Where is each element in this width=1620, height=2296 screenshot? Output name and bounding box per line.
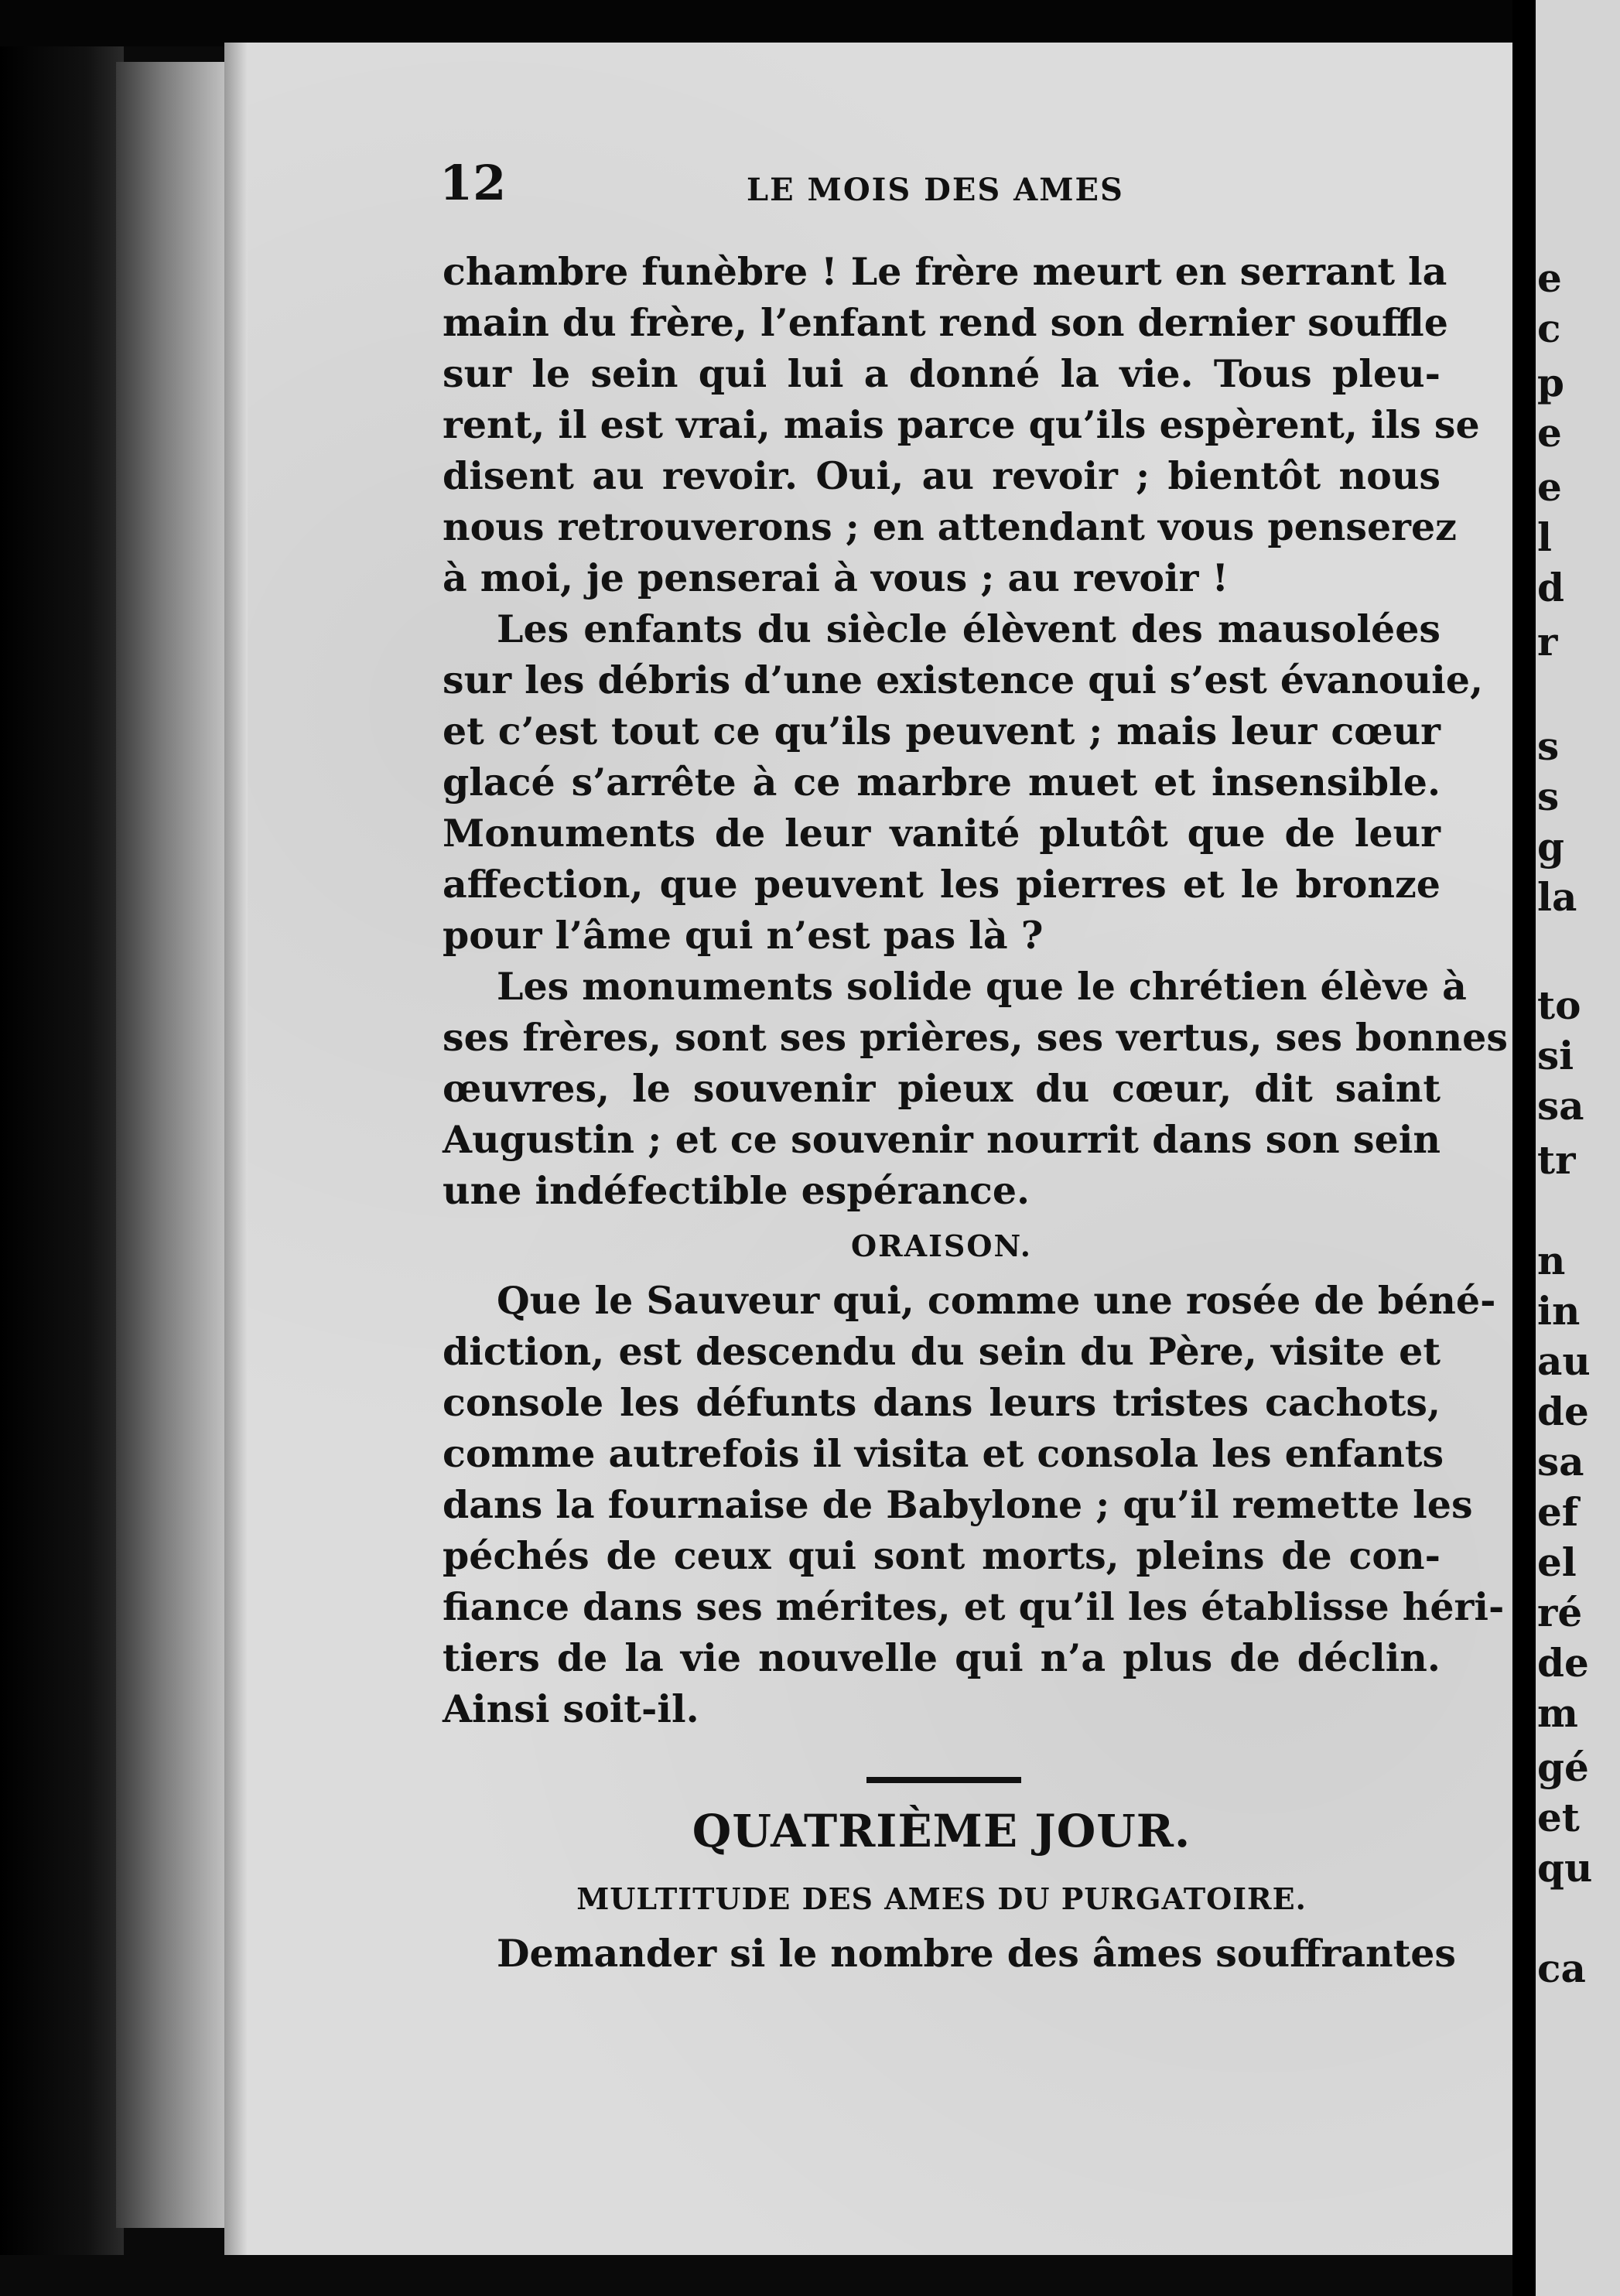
text-line: Augustin ; et ce souvenir nourrit dans son sein	[443, 1117, 1441, 1162]
facing-page-fragment: de	[1537, 1389, 1589, 1434]
previous-leaf-edge	[116, 62, 232, 2228]
facing-page-fragment: el	[1537, 1539, 1577, 1585]
facing-page-fragment: de	[1537, 1640, 1589, 1686]
binding-shadow	[0, 0, 124, 2296]
running-head-title: LE MOIS DES AMES	[747, 172, 1124, 208]
facing-page-fragment: in	[1537, 1288, 1581, 1334]
text-line: une indéfectible espérance.	[443, 1168, 1030, 1213]
text-line: sur le sein qui lui a donné la vie. Tous pleu-	[443, 351, 1441, 396]
facing-page-fragment: gé	[1537, 1744, 1589, 1790]
facing-page-fragment: e	[1537, 255, 1562, 301]
text-line: Demander si le nombre des âmes souffrantes	[497, 1931, 1456, 1976]
prayer-line: Ainsi soit-il.	[443, 1686, 699, 1731]
text-line: sur les débris d’une existence qui s’est évanouie,	[443, 658, 1484, 702]
text-line: rent, il est vrai, mais parce qu’ils espèrent, ils se	[443, 402, 1480, 447]
facing-page-fragment: ré	[1537, 1590, 1583, 1635]
text-line: pour l’âme qui n’est pas là ?	[443, 913, 1044, 958]
chapter-title: QUATRIÈME JOUR.	[692, 1805, 1191, 1857]
facing-page-fragment: tr	[1537, 1137, 1576, 1183]
facing-page-fragment: p	[1537, 360, 1564, 405]
section-divider	[866, 1777, 1021, 1783]
text-line: disent au revoir. Oui, au revoir ; bientôt nous	[443, 453, 1441, 498]
text-line: à moi, je penserai à vous ; au revoir !	[443, 555, 1229, 600]
prayer-line: tiers de la vie nouvelle qui n’a plus de déclin.	[443, 1635, 1441, 1680]
page-edge	[224, 43, 248, 2255]
prayer-line: Que le Sauveur qui, comme une rosée de béné-	[497, 1278, 1496, 1323]
prayer-line: péchés de ceux qui sont morts, pleins de con-	[443, 1533, 1441, 1578]
prayer-line: diction, est descendu du sein du Père, visite et	[443, 1329, 1441, 1374]
text-line: Les enfants du siècle élèvent des mausolées	[497, 606, 1441, 651]
facing-page-fragment: d	[1537, 565, 1564, 610]
facing-page-fragment: sa	[1537, 1083, 1584, 1129]
facing-page-fragment: et	[1537, 1795, 1580, 1840]
text-line: main du frère, l’enfant rend son dernier souffle	[443, 300, 1448, 345]
facing-page-fragment: e	[1537, 410, 1562, 456]
text-line: Monuments de leur vanité plutôt que de leur	[443, 811, 1441, 856]
facing-page-fragment: g	[1537, 824, 1564, 870]
text-line: Les monuments solide que le chrétien élève à	[497, 964, 1467, 1009]
facing-page-fragment: to	[1537, 982, 1581, 1028]
scan-border-bottom	[0, 2255, 1512, 2296]
facing-page-fragment: l	[1537, 514, 1552, 560]
prayer-line: console les défunts dans leurs tristes cachots,	[443, 1380, 1441, 1425]
text-line: glacé s’arrête à ce marbre muet et insensible.	[443, 760, 1441, 805]
prayer-line: fiance dans ses mérites, et qu’il les établisse héri-	[443, 1584, 1505, 1629]
facing-page-fragment: s	[1537, 723, 1560, 769]
facing-page-fragment: n	[1537, 1238, 1566, 1283]
facing-page-fragment: r	[1537, 619, 1558, 665]
text-line: chambre funèbre ! Le frère meurt en serrant la	[443, 249, 1447, 294]
page-number: 12	[439, 155, 507, 211]
prayer-line: comme autrefois il visita et consola les enfants	[443, 1431, 1444, 1476]
chapter-subtitle: MULTITUDE DES AMES DU PURGATOIRE.	[576, 1881, 1307, 1916]
facing-page-strip	[1536, 0, 1620, 2296]
facing-page-fragment: la	[1537, 874, 1577, 920]
text-line: œuvres, le souvenir pieux du cœur, dit saint	[443, 1066, 1441, 1111]
prayer-line: dans la fournaise de Babylone ; qu’il remette les	[443, 1482, 1473, 1527]
facing-page-fragment: s	[1537, 774, 1560, 819]
text-line: ses frères, sont ses prières, ses vertus, ses bonnes	[443, 1015, 1508, 1060]
facing-page-fragment: sa	[1537, 1439, 1584, 1485]
facing-page-fragment: au	[1537, 1338, 1591, 1384]
facing-page-fragment: ef	[1537, 1489, 1579, 1535]
book-gutter	[1512, 0, 1536, 2296]
facing-page-fragment: ca	[1537, 1946, 1586, 1991]
facing-page-fragment: m	[1537, 1690, 1578, 1736]
text-line: nous retrouverons ; en attendant vous penserez	[443, 504, 1457, 549]
facing-page-fragment: qu	[1537, 1845, 1593, 1891]
facing-page-fragment: si	[1537, 1033, 1574, 1078]
facing-page-fragment: e	[1537, 464, 1562, 510]
text-line: affection, que peuvent les pierres et le bronze	[443, 862, 1441, 907]
oraison-heading: ORAISON.	[850, 1228, 1033, 1263]
scan-border-top	[0, 0, 1620, 46]
text-line: et c’est tout ce qu’ils peuvent ; mais leur cœur	[443, 709, 1441, 753]
facing-page-fragment: c	[1537, 306, 1561, 351]
